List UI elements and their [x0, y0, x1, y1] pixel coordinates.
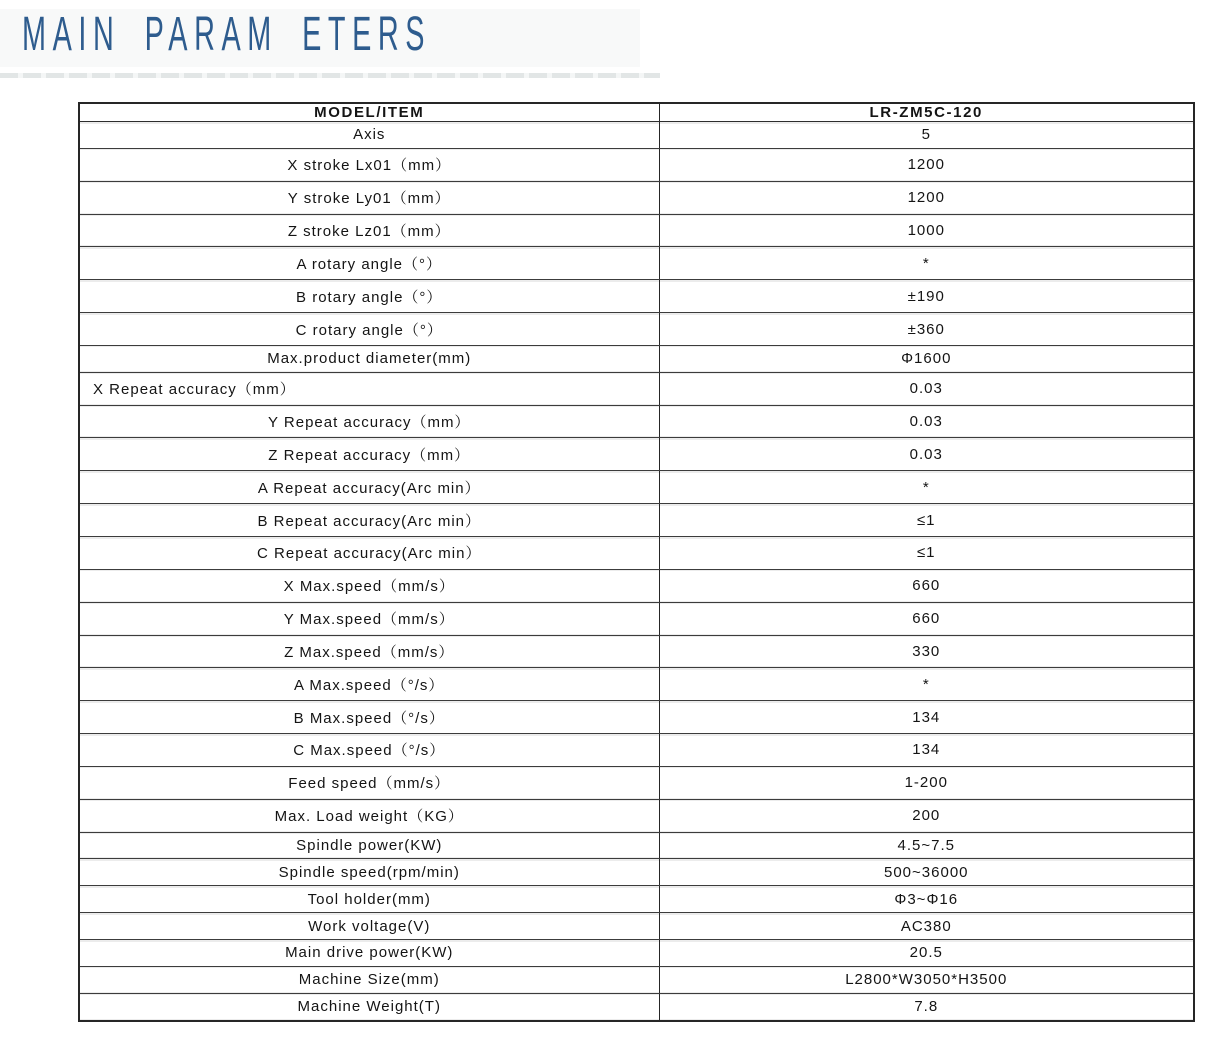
param-name-cell: Tool holder(mm): [79, 886, 659, 913]
parameters-table: [78, 102, 1195, 1022]
param-name-cell: A Max.speed（°/s）: [79, 668, 659, 701]
param-name-cell: Spindle power(KW): [79, 832, 659, 859]
table-row: [79, 181, 1194, 214]
table-row: [79, 313, 1194, 346]
table-row: [79, 148, 1194, 181]
param-value-cell: Φ3~Φ16: [659, 886, 1194, 913]
param-name-cell: Y stroke Ly01（mm）: [79, 181, 659, 214]
table-row: [79, 940, 1194, 967]
table-row: [79, 280, 1194, 313]
table-body: [79, 122, 1194, 1022]
page-title: MAIN PARAM ETERS: [22, 8, 432, 61]
param-value-cell: Φ1600: [659, 345, 1194, 372]
table-row: [79, 438, 1194, 471]
param-value-cell: 7.8: [659, 993, 1194, 1021]
param-value-cell: 1200: [659, 148, 1194, 181]
param-value-cell: 4.5~7.5: [659, 832, 1194, 859]
param-name-cell: B rotary angle（°）: [79, 280, 659, 313]
table-row: [79, 799, 1194, 832]
table-row: [79, 405, 1194, 438]
table-row: [79, 569, 1194, 602]
param-value-cell: 134: [659, 701, 1194, 734]
param-name-cell: X Max.speed（mm/s）: [79, 569, 659, 602]
param-name-cell: Work voltage(V): [79, 913, 659, 940]
param-value-cell: 0.03: [659, 372, 1194, 405]
table-header-row: [79, 103, 1194, 122]
param-value-cell: 1200: [659, 181, 1194, 214]
param-value-cell: *: [659, 247, 1194, 280]
param-name-cell: A Repeat accuracy(Arc min）: [79, 471, 659, 504]
table-row: [79, 913, 1194, 940]
param-name-cell: Y Repeat accuracy（mm）: [79, 405, 659, 438]
title-underline-decoration: [0, 73, 660, 78]
param-name-cell: B Repeat accuracy(Arc min）: [79, 504, 659, 537]
table-row: [79, 832, 1194, 859]
param-name-cell: Main drive power(KW): [79, 940, 659, 967]
param-name-cell: Machine Weight(T): [79, 993, 659, 1021]
param-name-cell: Spindle speed(rpm/min): [79, 859, 659, 886]
param-value-cell: 20.5: [659, 940, 1194, 967]
param-value-cell: 330: [659, 635, 1194, 668]
param-value-cell: 660: [659, 569, 1194, 602]
param-value-cell: *: [659, 668, 1194, 701]
param-name-cell: C Max.speed（°/s）: [79, 734, 659, 767]
table-row: [79, 602, 1194, 635]
param-value-cell: 0.03: [659, 405, 1194, 438]
param-name-cell: C Repeat accuracy(Arc min）: [79, 537, 659, 570]
table-row: [79, 537, 1194, 570]
table-row: [79, 372, 1194, 405]
table-row: [79, 766, 1194, 799]
param-value-cell: 200: [659, 799, 1194, 832]
param-value-cell: AC380: [659, 913, 1194, 940]
param-name-cell: Machine Size(mm): [79, 966, 659, 993]
param-value-cell: ±360: [659, 313, 1194, 346]
table-row: [79, 504, 1194, 537]
param-name-cell: A rotary angle（°）: [79, 247, 659, 280]
param-name-cell: C rotary angle（°）: [79, 313, 659, 346]
param-value-cell: *: [659, 471, 1194, 504]
table-row: [79, 635, 1194, 668]
param-value-cell: 5: [659, 122, 1194, 149]
param-name-cell: Z Max.speed（mm/s）: [79, 635, 659, 668]
table-row: [79, 734, 1194, 767]
table-row: [79, 247, 1194, 280]
param-value-cell: 1000: [659, 214, 1194, 247]
param-name-cell: Y Max.speed（mm/s）: [79, 602, 659, 635]
table-row: [79, 993, 1194, 1021]
table-row: [79, 859, 1194, 886]
param-value-cell: ≤1: [659, 537, 1194, 570]
param-value-cell: 1-200: [659, 766, 1194, 799]
param-value-cell: 660: [659, 602, 1194, 635]
param-name-cell: X Repeat accuracy（mm）: [79, 372, 659, 405]
param-value-cell: 134: [659, 734, 1194, 767]
param-value-cell: 500~36000: [659, 859, 1194, 886]
param-name-cell: Max. Load weight（KG）: [79, 799, 659, 832]
table-row: [79, 122, 1194, 149]
param-name-cell: B Max.speed（°/s）: [79, 701, 659, 734]
param-name-cell: Z Repeat accuracy（mm）: [79, 438, 659, 471]
table-row: [79, 345, 1194, 372]
column-header-model-item: MODEL/ITEM: [79, 103, 659, 122]
param-value-cell: 0.03: [659, 438, 1194, 471]
param-name-cell: Axis: [79, 122, 659, 149]
param-value-cell: ≤1: [659, 504, 1194, 537]
column-header-model-number: LR-ZM5C-120: [659, 103, 1194, 122]
table-row: [79, 886, 1194, 913]
param-name-cell: Max.product diameter(mm): [79, 345, 659, 372]
table-row: [79, 701, 1194, 734]
param-value-cell: ±190: [659, 280, 1194, 313]
table-row: [79, 668, 1194, 701]
table-row: [79, 966, 1194, 993]
param-name-cell: X stroke Lx01（mm）: [79, 148, 659, 181]
param-name-cell: Feed speed（mm/s）: [79, 766, 659, 799]
table-row: [79, 471, 1194, 504]
table-row: [79, 214, 1194, 247]
param-name-cell: Z stroke Lz01（mm）: [79, 214, 659, 247]
param-value-cell: L2800*W3050*H3500: [659, 966, 1194, 993]
